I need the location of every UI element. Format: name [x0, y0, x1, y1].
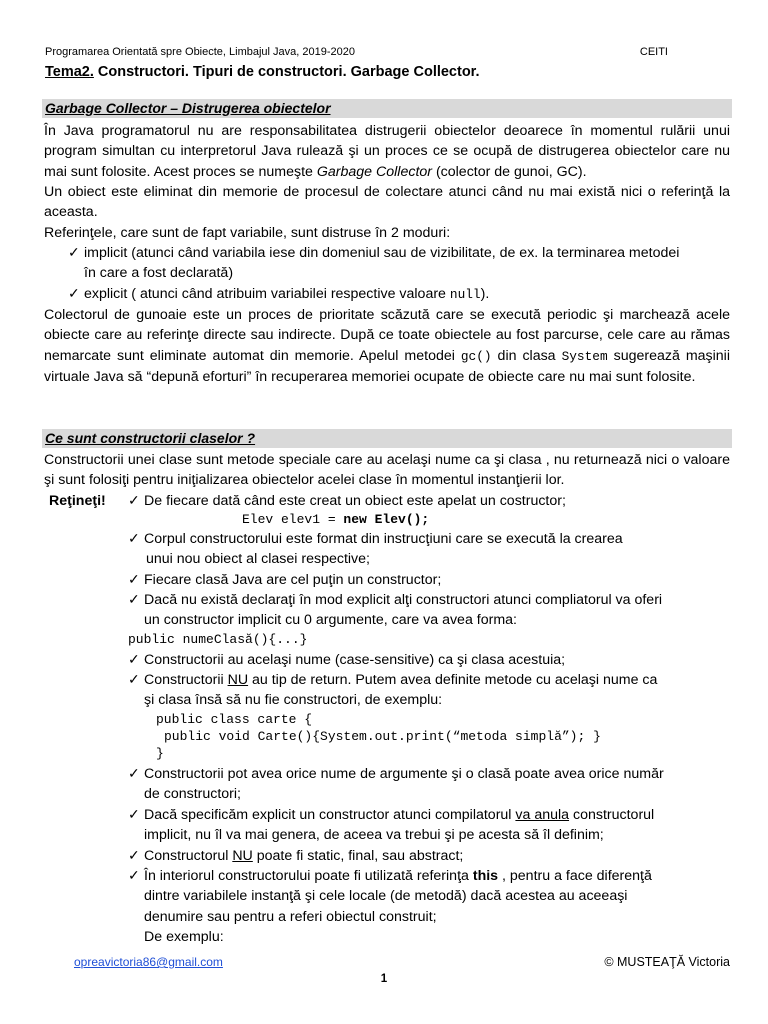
rule-item-9	[128, 846, 463, 866]
rule-item-8	[128, 805, 654, 846]
footer-author: © MUSTEAŢĂ Victoria	[604, 955, 730, 969]
rule-text: de constructori;	[144, 786, 241, 803]
rule-text: Dacă specificăm explicit un constructor atunci compilatorul	[144, 807, 516, 823]
code-keyword: new Elev();	[343, 512, 430, 527]
code-text: Elev elev1 =	[242, 512, 344, 527]
rule-text: unui nou obiect al clasei respective;	[146, 551, 370, 568]
rule-item-1	[128, 491, 566, 511]
check-mark-icon: ✓	[68, 245, 80, 261]
code-example-new-object	[242, 510, 429, 530]
list-item-text: implicit (atunci când variabila iese din domeniul sau de vizibilitate, de ex. la terminarea metodei	[84, 245, 680, 261]
check-mark-icon: ✓	[128, 652, 140, 668]
rule-text: poate fi static, final, sau abstract;	[252, 848, 464, 864]
section-heading-garbage-collector	[42, 99, 732, 118]
rule-text: şi clasa însă să nu fie constructori, de exemplu:	[144, 692, 443, 709]
paragraph-garbage-collector-process	[44, 305, 730, 388]
rule-text: Constructorii pot avea orice nume de argumente şi o clasă poate avea orice număr	[144, 766, 664, 782]
rule-text: Dacă nu există declaraţi în mod explicit alţi constructori atunci compliatorul va oferi	[144, 592, 663, 608]
rule-text: De exemplu:	[144, 929, 224, 946]
paragraph-object-elimination: Un obiect este eliminat din memorie de procesul de colectare atunci când nu mai există nici o referinţă la aceasta.	[44, 184, 730, 221]
rule-text: , pentru a face diferenţă	[498, 868, 652, 884]
inline-code: null	[449, 287, 481, 302]
header-course: Programarea Orientată spre Obiecte, Limbajul Java, 2019-2020	[45, 46, 356, 58]
list-item-text: în care a fost declarată)	[84, 265, 234, 282]
rule-text: De fiecare dată când este creat un obiect este apelat un costructor;	[144, 493, 566, 509]
check-mark-icon: ✓	[128, 493, 140, 509]
title-prefix: Tema2.	[45, 64, 94, 80]
rule-text-underlined: NU	[232, 848, 253, 864]
check-mark-icon: ✓	[128, 672, 140, 688]
page-number: 1	[380, 973, 388, 985]
check-mark-icon: ✓	[128, 592, 140, 608]
rule-item-5	[128, 650, 565, 670]
code-class-carte-line1: public class carte {	[156, 712, 313, 727]
rule-item-4	[128, 590, 662, 631]
check-mark-icon: ✓	[128, 807, 140, 823]
rule-text: au tip de return. Putem avea definite metode cu acelaşi nume ca	[248, 672, 658, 688]
list-item-text: ).	[480, 286, 490, 302]
list-item-text: explicit ( atunci când atribuim variabilei respective valoare	[84, 286, 450, 302]
text-run: din clasa	[491, 347, 562, 364]
paragraph-gc-intro	[44, 121, 730, 182]
check-mark-icon: ✓	[128, 766, 140, 782]
rule-item-7	[128, 764, 664, 805]
check-mark-icon: ✓	[68, 286, 80, 302]
rule-text: denumire sau pentru a referi obiectul construit;	[144, 908, 437, 925]
section-heading-text: Garbage Collector – Distrugerea obiectelor	[45, 100, 331, 116]
section-heading-text: Ce sunt constructorii claselor ?	[45, 430, 256, 446]
page-title	[45, 64, 480, 80]
list-item-implicit	[68, 243, 732, 284]
rule-item-2	[128, 529, 623, 570]
rule-text: În interiorul constructorului poate fi utilizată referinţa	[144, 868, 473, 884]
rule-text-underlined: va anula	[515, 807, 570, 823]
inline-code: System	[561, 348, 608, 364]
text-italic: Garbage Collector	[316, 163, 432, 180]
rule-item-6	[128, 670, 657, 711]
text-run: În Java programatorul nu are responsabilitatea distrugerii obiectelor deoarece în momentul rulării unui program simultan cu interpretorul Java rulează şi un proces ce se ocupă de distrugerea obiectelor care nu mai sunt folosite. Acest proces se numeşte	[44, 123, 730, 180]
code-default-constructor: public numeClasă(){...}	[128, 632, 308, 647]
rule-text: Fiecare clasă Java are cel puţin un constructor;	[144, 572, 442, 588]
rule-text: Corpul constructorului este format din instrucţiuni care se execută la crearea	[144, 531, 623, 547]
rule-text: un constructor implicit cu 0 argumente, care va avea forma:	[144, 612, 517, 629]
code-class-carte-line2: public void Carte(){System.out.print(“metoda simplă”); }	[164, 729, 601, 744]
check-mark-icon: ✓	[128, 531, 140, 547]
retineti-label: Reţineţi!	[49, 493, 106, 509]
list-item-explicit	[68, 284, 732, 305]
rule-text: Constructorii	[144, 672, 228, 688]
text-run: (colector de gunoi, GC).	[432, 163, 587, 180]
paragraph-references: Referinţele, care sunt de fapt variabile, sunt distruse în 2 moduri:	[44, 225, 451, 241]
check-mark-icon: ✓	[128, 868, 140, 884]
section-heading-constructors	[42, 429, 732, 448]
rule-text: Constructorii au acelaşi nume (case-sensitive) ca şi clasa acestuia;	[144, 652, 566, 668]
rule-text: Constructorul	[144, 848, 233, 864]
rule-item-3	[128, 570, 441, 590]
rule-text-underlined: NU	[227, 672, 249, 688]
text-run: Colectorul de gunoaie este un proces de prioritate scăzută care se execută periodic şi marchează acele obiecte care au referinţe directe sau indirecte. După ce toate obiectele au fost parcurse, cele care au rămas nemarcate sunt eliminate automat din memorie. Apelul metodei	[44, 307, 730, 364]
rule-item-10	[128, 866, 732, 948]
author-email-link[interactable]: opreavictoria86@gmail.com	[74, 955, 223, 969]
check-mark-icon: ✓	[128, 572, 140, 588]
check-mark-icon: ✓	[128, 848, 140, 864]
rule-text: implicit, nu îl va mai genera, de aceea va trebui şi pe acesta să îl definim;	[144, 827, 604, 844]
rule-text: dintre variabilele instanţă şi cele locale (de metodă) dacă acestea au aceeaşi	[144, 888, 628, 905]
paragraph-constructors-intro: Constructorii unei clase sunt metode speciale care au acelaşi nume ca şi clasa , nu returnează nici o valoare şi sunt folosiţi pentru iniţializarea obiectelor acelei clase în momentul instanţierii lor.	[44, 452, 730, 489]
header-institution: CEITI	[639, 46, 668, 58]
code-class-carte-line3: }	[156, 746, 164, 761]
inline-code: gc()	[460, 348, 492, 364]
rule-text: constructorul	[569, 807, 655, 823]
title-text: Constructori. Tipuri de constructori. Garbage Collector.	[93, 64, 480, 80]
text-run: sugerează maşinii virtuale Java să “depună eforturi” în recuperarea memoriei ocupate de obiecte care nu mai sunt folosite.	[44, 347, 730, 386]
rule-text-bold: this	[472, 868, 499, 884]
